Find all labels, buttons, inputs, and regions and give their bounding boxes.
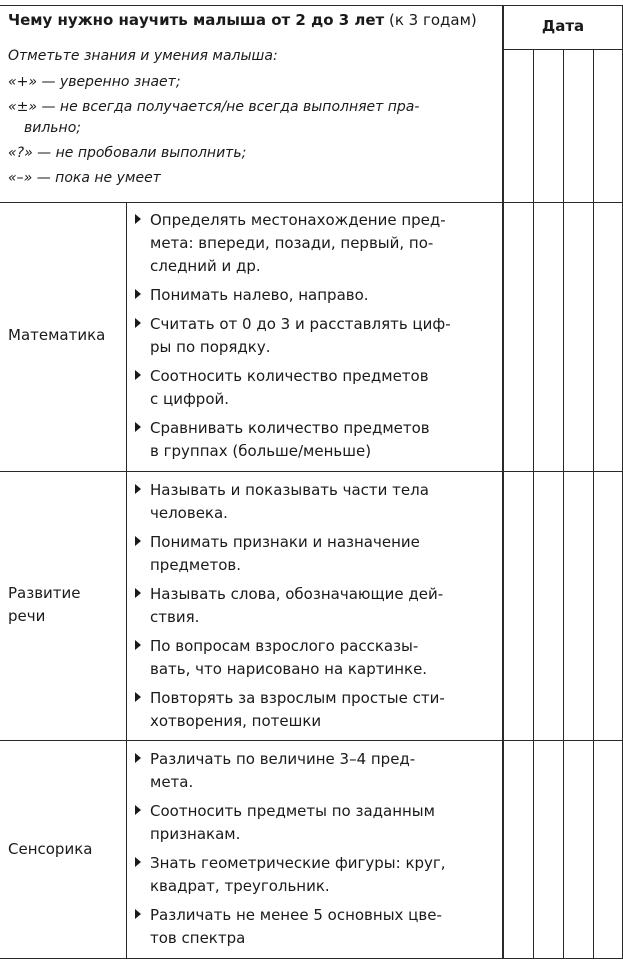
list-item: Понимать налево, направо. <box>131 284 499 307</box>
triangle-bullet-icon <box>135 289 141 299</box>
legend-item-minus: «–» — пока не умеет <box>8 170 161 186</box>
marking-legend <box>8 46 498 193</box>
list-item: Определять местонахождение пред- мета: впереди, позади, первый, по- следний и др. <box>131 209 499 278</box>
category-math: Математика <box>8 326 106 344</box>
table-top-border <box>0 5 623 6</box>
math-skills-list <box>131 209 499 469</box>
date-column-header: Дата <box>541 17 585 35</box>
triangle-bullet-icon <box>135 692 141 702</box>
triangle-bullet-icon <box>135 536 141 546</box>
list-item: Соотносить количество предметов с цифрой. <box>131 365 499 411</box>
list-item: Называть слова, обозначающие дей- ствия. <box>131 583 499 629</box>
triangle-bullet-icon <box>135 370 141 380</box>
list-item: Различать по величине 3–4 пред- мета. <box>131 748 499 794</box>
row-divider-header <box>0 202 623 203</box>
list-item: Повторять за взрослым простые сти- хотворения, потешки <box>131 687 499 733</box>
list-item: Соотносить предметы по заданным признакам. <box>131 800 499 846</box>
list-item: Называть и показывать части тела человека. <box>131 479 499 525</box>
date-column-divider-1 <box>533 49 534 959</box>
legend-intro: Отметьте знания и умения малыша: <box>8 48 278 64</box>
legend-item-plus: «+» — уверенно знает; <box>8 74 181 90</box>
list-item: Понимать признаки и назначение предметов. <box>131 531 499 577</box>
triangle-bullet-icon <box>135 422 141 432</box>
triangle-bullet-icon <box>135 588 141 598</box>
title-bold: Чему нужно научить малыша от 2 до 3 лет <box>8 11 385 29</box>
title-age-note: (к 3 годам) <box>384 11 477 29</box>
speech-skills-list <box>131 479 499 739</box>
category-sensory: Сенсорика <box>8 840 93 858</box>
legend-item-question: «?» — не пробовали выполнить; <box>8 145 247 161</box>
triangle-bullet-icon <box>135 214 141 224</box>
triangle-bullet-icon <box>135 318 141 328</box>
triangle-bullet-icon <box>135 753 141 763</box>
list-item: Сравнивать количество предметов в группах (больше/меньше) <box>131 417 499 463</box>
date-column-divider-3 <box>593 49 594 959</box>
category-column-divider <box>126 202 127 959</box>
table-title <box>8 9 502 31</box>
date-column-divider-2 <box>563 49 564 959</box>
list-item: Считать от 0 до 3 и расставлять циф- ры по порядку. <box>131 313 499 359</box>
date-column-border <box>502 5 504 959</box>
sensory-skills-list <box>131 748 499 956</box>
list-item: Знать геометрические фигуры: круг, квадрат, треугольник. <box>131 852 499 898</box>
triangle-bullet-icon <box>135 484 141 494</box>
table-bottom-border <box>0 958 623 959</box>
triangle-bullet-icon <box>135 640 141 650</box>
list-item: Различать не менее 5 основных цве- тов спектра <box>131 904 499 950</box>
triangle-bullet-icon <box>135 909 141 919</box>
triangle-bullet-icon <box>135 857 141 867</box>
list-item: По вопросам взрослого рассказы- вать, что нарисовано на картинке. <box>131 635 499 681</box>
category-speech: Развитие речи <box>8 584 81 625</box>
row-divider-speech <box>0 740 623 741</box>
row-divider-math <box>0 471 623 472</box>
legend-item-plusminus: «±» — не всегда получается/не всегда выполняет пра- вильно; <box>8 99 420 136</box>
triangle-bullet-icon <box>135 805 141 815</box>
